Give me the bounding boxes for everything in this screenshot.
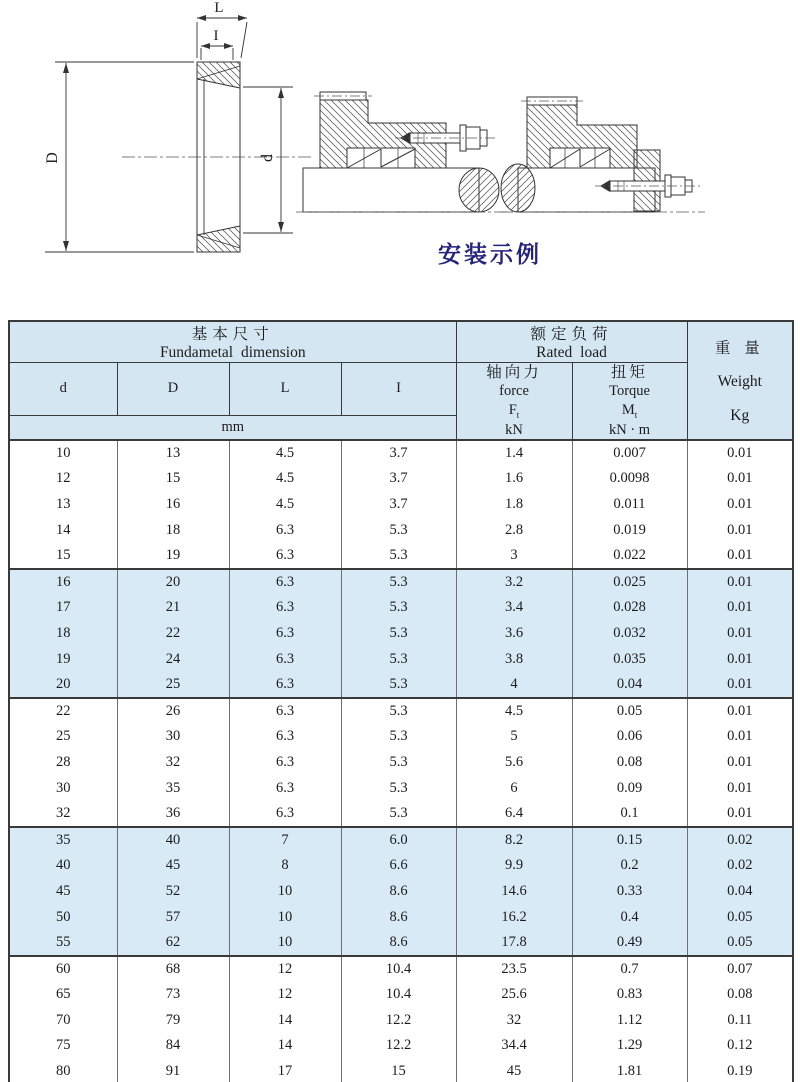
header-torque — [572, 363, 687, 440]
table-row — [9, 646, 793, 672]
table-cell: 6.3 — [229, 672, 341, 698]
table-cell: 1.81 — [572, 1059, 687, 1082]
table-cell: 10 — [229, 904, 341, 930]
table-cell: 0.08 — [687, 982, 793, 1008]
table-row — [9, 878, 793, 904]
table-cell: 0.0098 — [572, 466, 687, 492]
dimension-I — [201, 28, 233, 60]
table-cell: 0.028 — [572, 595, 687, 621]
table-cell: 4.5 — [229, 440, 341, 466]
table-cell: 6.6 — [341, 853, 456, 879]
table-cell: 30 — [117, 724, 229, 750]
table-cell: 13 — [117, 440, 229, 466]
dimension-d — [243, 87, 293, 233]
table-cell: 25.6 — [456, 982, 572, 1008]
table-cell: 5.3 — [341, 749, 456, 775]
table-cell: 1.4 — [456, 440, 572, 466]
table-cell: 0.02 — [687, 827, 793, 853]
table-cell: 0.01 — [687, 595, 793, 621]
table-cell: 23.5 — [456, 956, 572, 982]
table-cell: 14.6 — [456, 878, 572, 904]
header-torque-symbol: $M_t$ — [621, 401, 638, 420]
table-cell: 0.01 — [687, 466, 793, 492]
table-cell: 8.2 — [456, 827, 572, 853]
table-cell: 6.3 — [229, 543, 341, 569]
table-cell: 0.01 — [687, 749, 793, 775]
table-cell: 15 — [9, 543, 117, 569]
table-cell: 0.4 — [572, 904, 687, 930]
table-cell: 19 — [117, 543, 229, 569]
table-row — [9, 672, 793, 698]
table-cell: 45 — [117, 853, 229, 879]
table-cell: 0.01 — [687, 801, 793, 827]
table-row — [9, 517, 793, 543]
header-col-D: D — [117, 363, 229, 416]
table-cell: 7 — [229, 827, 341, 853]
table-cell: 65 — [9, 982, 117, 1008]
clamping-washers-2 — [550, 148, 610, 168]
table-row — [9, 1033, 793, 1059]
table-cell: 6.3 — [229, 724, 341, 750]
table-cell: 4 — [456, 672, 572, 698]
table-cell: 12 — [229, 956, 341, 982]
table-cell: 24 — [117, 646, 229, 672]
table-cell: 5.3 — [341, 569, 456, 595]
table-cell: 5.3 — [341, 672, 456, 698]
table-cell: 0.01 — [687, 517, 793, 543]
table-cell: 34.4 — [456, 1033, 572, 1059]
table-cell: 14 — [229, 1007, 341, 1033]
header-torque-unit: kN · m — [608, 421, 651, 438]
header-torque-zh: 扭矩 — [611, 364, 649, 381]
header-force-en: force — [499, 383, 529, 400]
header-basic-dimension — [9, 321, 456, 363]
drawings-svg — [0, 0, 800, 300]
table-cell: 57 — [117, 904, 229, 930]
table-cell: 10 — [229, 878, 341, 904]
table-cell: 0.01 — [687, 543, 793, 569]
table-cell: 36 — [117, 801, 229, 827]
table-cell: 5.3 — [341, 698, 456, 724]
table-header — [9, 321, 793, 440]
table-cell: 55 — [9, 930, 117, 956]
table-row — [9, 724, 793, 750]
shaft — [303, 168, 479, 212]
table-cell: 40 — [9, 853, 117, 879]
table-cell: 35 — [9, 827, 117, 853]
header-col-d: d — [9, 363, 117, 416]
table-cell: 6.3 — [229, 801, 341, 827]
table-cell: 0.022 — [572, 543, 687, 569]
table-cell: 16.2 — [456, 904, 572, 930]
table-cell: 0.05 — [687, 904, 793, 930]
table-cell: 5.3 — [341, 543, 456, 569]
shaft-end-2 — [501, 164, 535, 212]
table-cell: 3 — [456, 543, 572, 569]
table-cell: 5.3 — [341, 517, 456, 543]
table-cell: 80 — [9, 1059, 117, 1082]
table-cell: 0.11 — [687, 1007, 793, 1033]
table-cell: 0.1 — [572, 801, 687, 827]
table-cell: 6.3 — [229, 620, 341, 646]
table-cell: 0.12 — [687, 1033, 793, 1059]
table-cell: 6.3 — [229, 569, 341, 595]
table-row — [9, 827, 793, 853]
table-cell: 17 — [9, 595, 117, 621]
table-cell: 84 — [117, 1033, 229, 1059]
spec-table — [8, 320, 794, 1082]
table-cell: 5.3 — [341, 801, 456, 827]
table-cell: 0.025 — [572, 569, 687, 595]
table-cell: 0.7 — [572, 956, 687, 982]
table-cell: 15 — [117, 466, 229, 492]
table-cell: 32 — [9, 801, 117, 827]
table-cell: 75 — [9, 1033, 117, 1059]
table-cell: 0.01 — [687, 775, 793, 801]
table-cell: 18 — [117, 517, 229, 543]
table-cell: 0.05 — [572, 698, 687, 724]
table-cell: 20 — [117, 569, 229, 595]
table-cell: 8 — [229, 853, 341, 879]
table-cell: 40 — [117, 827, 229, 853]
table-cell: 0.2 — [572, 853, 687, 879]
table-cell: 14 — [229, 1033, 341, 1059]
table-cell: 3.7 — [341, 440, 456, 466]
table-cell: 0.02 — [687, 853, 793, 879]
header-rated-load — [456, 321, 687, 363]
table-cell: 73 — [117, 982, 229, 1008]
table-cell: 10.4 — [341, 956, 456, 982]
table-cell: 0.01 — [687, 491, 793, 517]
table-cell: 6.4 — [456, 801, 572, 827]
table-cell: 0.05 — [687, 930, 793, 956]
table-cell: 13 — [9, 491, 117, 517]
table-body — [9, 440, 793, 1082]
table-cell: 17 — [229, 1059, 341, 1082]
ring-cross-section-drawing — [44, 0, 312, 252]
dim-label-d: d — [259, 154, 276, 162]
table-cell: 1.12 — [572, 1007, 687, 1033]
table-cell: 2.8 — [456, 517, 572, 543]
table-cell: 50 — [9, 904, 117, 930]
table-cell: 0.01 — [687, 646, 793, 672]
header-force-zh: 轴向力 — [486, 364, 542, 381]
table-cell: 52 — [117, 878, 229, 904]
header-weight-en: Weight — [717, 373, 762, 391]
table-row — [9, 1059, 793, 1082]
header-basic-dimension-en: Fundametal dimension — [159, 344, 306, 361]
table-cell: 5.3 — [341, 595, 456, 621]
table-cell: 6.3 — [229, 646, 341, 672]
table-cell: 12.2 — [341, 1033, 456, 1059]
table-cell: 6.3 — [229, 595, 341, 621]
table-cell: 3.4 — [456, 595, 572, 621]
header-axial-force — [456, 363, 572, 440]
dim-label-D: D — [44, 152, 61, 164]
table-row — [9, 956, 793, 982]
table-row — [9, 698, 793, 724]
table-cell: 0.019 — [572, 517, 687, 543]
header-force-unit: kN — [505, 421, 523, 438]
table-cell: 19 — [9, 646, 117, 672]
table-cell: 68 — [117, 956, 229, 982]
table-cell: 6.0 — [341, 827, 456, 853]
dimension-L — [197, 0, 247, 58]
table-cell: 35 — [117, 775, 229, 801]
table-cell: 0.035 — [572, 646, 687, 672]
table-cell: 18 — [9, 620, 117, 646]
table-cell: 0.49 — [572, 930, 687, 956]
table-cell: 6.3 — [229, 749, 341, 775]
table-cell: 25 — [117, 672, 229, 698]
table-cell: 1.29 — [572, 1033, 687, 1059]
table-cell: 0.01 — [687, 672, 793, 698]
table-cell: 10 — [229, 930, 341, 956]
table-row — [9, 491, 793, 517]
table-cell: 45 — [456, 1059, 572, 1082]
table-cell: 5 — [456, 724, 572, 750]
table-row — [9, 853, 793, 879]
header-weight — [687, 321, 793, 440]
table-cell: 0.33 — [572, 878, 687, 904]
table-cell: 6.3 — [229, 775, 341, 801]
table-cell: 20 — [9, 672, 117, 698]
table-cell: 0.08 — [572, 749, 687, 775]
table-cell: 79 — [117, 1007, 229, 1033]
installation-example-2 — [500, 97, 705, 212]
table-cell: 91 — [117, 1059, 229, 1082]
table-cell: 15 — [341, 1059, 456, 1082]
table-cell: 12 — [9, 466, 117, 492]
table-cell: 22 — [9, 698, 117, 724]
table-cell: 6 — [456, 775, 572, 801]
table-cell: 0.15 — [572, 827, 687, 853]
table-cell: 5.3 — [341, 775, 456, 801]
table-cell: 4.5 — [456, 698, 572, 724]
header-rated-load-zh: 额定负荷 — [530, 326, 613, 343]
table-cell: 6.3 — [229, 698, 341, 724]
table-cell: 62 — [117, 930, 229, 956]
table-cell: 6.3 — [229, 517, 341, 543]
table-cell: 12.2 — [341, 1007, 456, 1033]
table-cell: 0.09 — [572, 775, 687, 801]
table-row — [9, 620, 793, 646]
header-weight-zh: 重 量 — [714, 339, 765, 357]
table-row — [9, 595, 793, 621]
table-cell: 0.01 — [687, 724, 793, 750]
table-cell: 45 — [9, 878, 117, 904]
table-cell: 0.011 — [572, 491, 687, 517]
table-row — [9, 569, 793, 595]
dim-label-I: I — [213, 28, 219, 44]
table-cell: 0.07 — [687, 956, 793, 982]
table-cell: 8.6 — [341, 930, 456, 956]
table-cell: 9.9 — [456, 853, 572, 879]
table-cell: 3.6 — [456, 620, 572, 646]
clamping-washers — [347, 148, 415, 168]
shaft-end — [459, 168, 499, 212]
table-cell: 32 — [117, 749, 229, 775]
table-cell: 0.04 — [687, 878, 793, 904]
table-row — [9, 801, 793, 827]
table-cell: 0.007 — [572, 440, 687, 466]
table-cell: 14 — [9, 517, 117, 543]
table-cell: 12 — [229, 982, 341, 1008]
table-cell: 22 — [117, 620, 229, 646]
table-cell: 3.7 — [341, 466, 456, 492]
table-row — [9, 904, 793, 930]
header-col-L: L — [229, 363, 341, 416]
table-cell: 70 — [9, 1007, 117, 1033]
table-cell: 0.01 — [687, 569, 793, 595]
technical-drawings — [0, 0, 800, 300]
table-cell: 21 — [117, 595, 229, 621]
header-torque-en: Torque — [609, 383, 650, 400]
header-basic-dimension-zh: 基本尺寸 — [191, 326, 274, 343]
table-cell: 0.83 — [572, 982, 687, 1008]
table-cell: 25 — [9, 724, 117, 750]
table-cell: 8.6 — [341, 904, 456, 930]
table-cell: 26 — [117, 698, 229, 724]
table-cell: 28 — [9, 749, 117, 775]
table-cell: 5.3 — [341, 620, 456, 646]
table-cell: 0.01 — [687, 440, 793, 466]
table-cell: 0.04 — [572, 672, 687, 698]
table-cell: 3.2 — [456, 569, 572, 595]
table-row — [9, 1007, 793, 1033]
table-cell: 3.7 — [341, 491, 456, 517]
table-cell: 10 — [9, 440, 117, 466]
table-cell: 0.01 — [687, 698, 793, 724]
table-cell: 17.8 — [456, 930, 572, 956]
header-force-symbol: $F_t$ — [508, 401, 520, 420]
table-cell: 16 — [117, 491, 229, 517]
installation-caption: 安装示例 — [438, 241, 542, 267]
table-cell: 10.4 — [341, 982, 456, 1008]
header-mm-unit: mm — [9, 415, 456, 439]
table-row — [9, 543, 793, 569]
table-cell: 1.6 — [456, 466, 572, 492]
table-cell: 60 — [9, 956, 117, 982]
table-cell: 0.06 — [572, 724, 687, 750]
table-row — [9, 749, 793, 775]
table-cell: 5.3 — [341, 646, 456, 672]
table-cell: 5.3 — [341, 724, 456, 750]
table-row — [9, 982, 793, 1008]
header-rated-load-en: Rated load — [536, 344, 607, 361]
header-weight-unit: Kg — [730, 406, 750, 424]
table-cell: 0.032 — [572, 620, 687, 646]
table-cell: 3.8 — [456, 646, 572, 672]
table-cell: 32 — [456, 1007, 572, 1033]
header-col-I: I — [341, 363, 456, 416]
table-row — [9, 466, 793, 492]
table-cell: 5.6 — [456, 749, 572, 775]
table-row — [9, 440, 793, 466]
table-row — [9, 930, 793, 956]
table-cell: 0.19 — [687, 1059, 793, 1082]
table-cell: 4.5 — [229, 491, 341, 517]
table-cell: 4.5 — [229, 466, 341, 492]
table-row — [9, 775, 793, 801]
table-cell: 30 — [9, 775, 117, 801]
table-cell: 8.6 — [341, 878, 456, 904]
table-cell: 16 — [9, 569, 117, 595]
dim-label-L: L — [214, 0, 224, 16]
table-cell: 0.01 — [687, 620, 793, 646]
table-cell: 1.8 — [456, 491, 572, 517]
